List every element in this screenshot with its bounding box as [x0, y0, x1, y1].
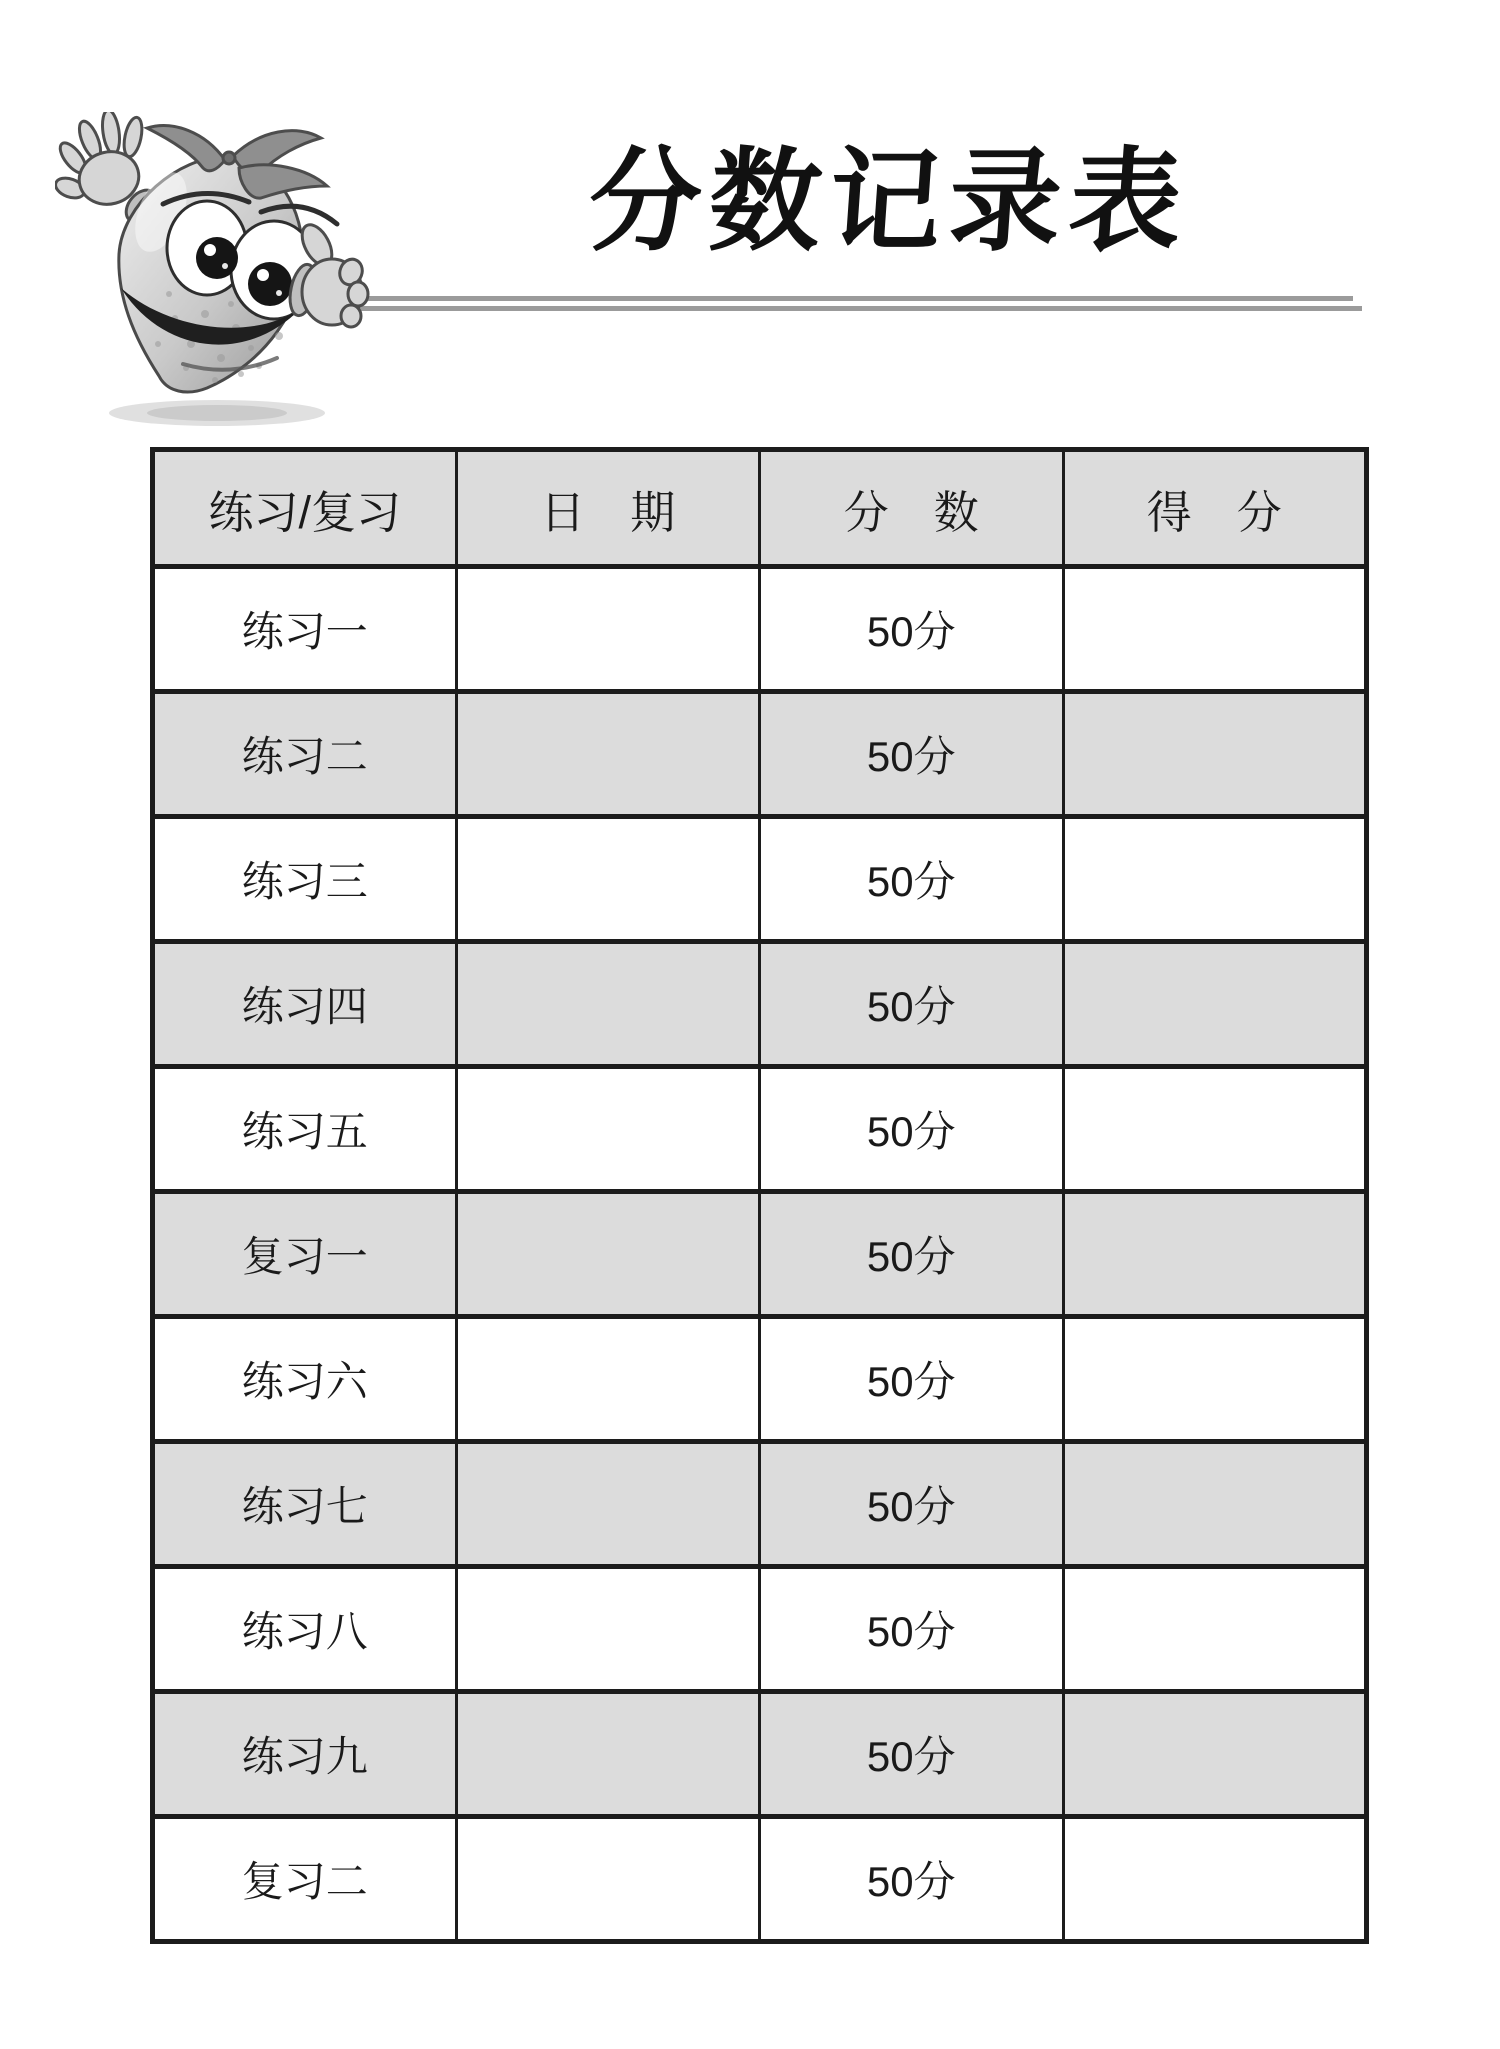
table-row	[153, 1567, 1367, 1692]
earned-cell	[1063, 1817, 1367, 1942]
row-label-cell: 复习一	[153, 1192, 457, 1317]
table-row	[153, 692, 1367, 817]
title-divider-line-bottom	[300, 306, 1362, 311]
table-row	[153, 1442, 1367, 1567]
date-cell	[456, 1192, 760, 1317]
row-label-cell: 练习八	[153, 1567, 457, 1692]
date-cell	[456, 692, 760, 817]
table-row	[153, 942, 1367, 1067]
earned-cell	[1063, 1567, 1367, 1692]
score-cell: 50分	[760, 1192, 1064, 1317]
earned-cell	[1063, 567, 1367, 692]
score-cell: 50分	[760, 567, 1064, 692]
row-label-cell: 练习五	[153, 1067, 457, 1192]
row-label-cell: 练习七	[153, 1442, 457, 1567]
score-cell: 50分	[760, 1817, 1064, 1942]
score-cell: 50分	[760, 1567, 1064, 1692]
score-cell: 50分	[760, 692, 1064, 817]
header-score: 分 数	[760, 450, 1064, 567]
table-row	[153, 1817, 1367, 1942]
row-label-cell: 练习六	[153, 1317, 457, 1442]
earned-cell	[1063, 1192, 1367, 1317]
earned-cell	[1063, 1317, 1367, 1442]
header-earned: 得 分	[1063, 450, 1367, 567]
score-cell: 50分	[760, 1442, 1064, 1567]
score-record-table	[150, 447, 1369, 1944]
row-label-cell: 练习三	[153, 817, 457, 942]
date-cell	[456, 1817, 760, 1942]
earned-cell	[1063, 692, 1367, 817]
table-header-row	[153, 450, 1367, 567]
earned-cell	[1063, 1442, 1367, 1567]
table-row	[153, 1317, 1367, 1442]
title-divider-line-top	[300, 296, 1353, 301]
date-cell	[456, 1567, 760, 1692]
score-cell: 50分	[760, 1067, 1064, 1192]
date-cell	[456, 1317, 760, 1442]
row-label-cell: 练习九	[153, 1692, 457, 1817]
table-row	[153, 817, 1367, 942]
table-row	[153, 1067, 1367, 1192]
header-date: 日 期	[456, 450, 760, 567]
page-title: 分数记录表	[585, 139, 1194, 264]
score-cell: 50分	[760, 817, 1064, 942]
earned-cell	[1063, 817, 1367, 942]
date-cell	[456, 1692, 760, 1817]
date-cell	[456, 942, 760, 1067]
header-exercise-review: 练习/复习	[153, 450, 457, 567]
row-label-cell: 练习一	[153, 567, 457, 692]
date-cell	[456, 1067, 760, 1192]
row-label-cell: 练习四	[153, 942, 457, 1067]
date-cell	[456, 817, 760, 942]
row-label-cell: 练习二	[153, 692, 457, 817]
strawberry-mascot-icon	[55, 112, 400, 442]
date-cell	[456, 567, 760, 692]
score-cell: 50分	[760, 1692, 1064, 1817]
table-row	[153, 1192, 1367, 1317]
earned-cell	[1063, 1067, 1367, 1192]
row-label-cell: 复习二	[153, 1817, 457, 1942]
earned-cell	[1063, 942, 1367, 1067]
earned-cell	[1063, 1692, 1367, 1817]
date-cell	[456, 1442, 760, 1567]
table-row	[153, 567, 1367, 692]
score-cell: 50分	[760, 942, 1064, 1067]
score-cell: 50分	[760, 1317, 1064, 1442]
table-row	[153, 1692, 1367, 1817]
